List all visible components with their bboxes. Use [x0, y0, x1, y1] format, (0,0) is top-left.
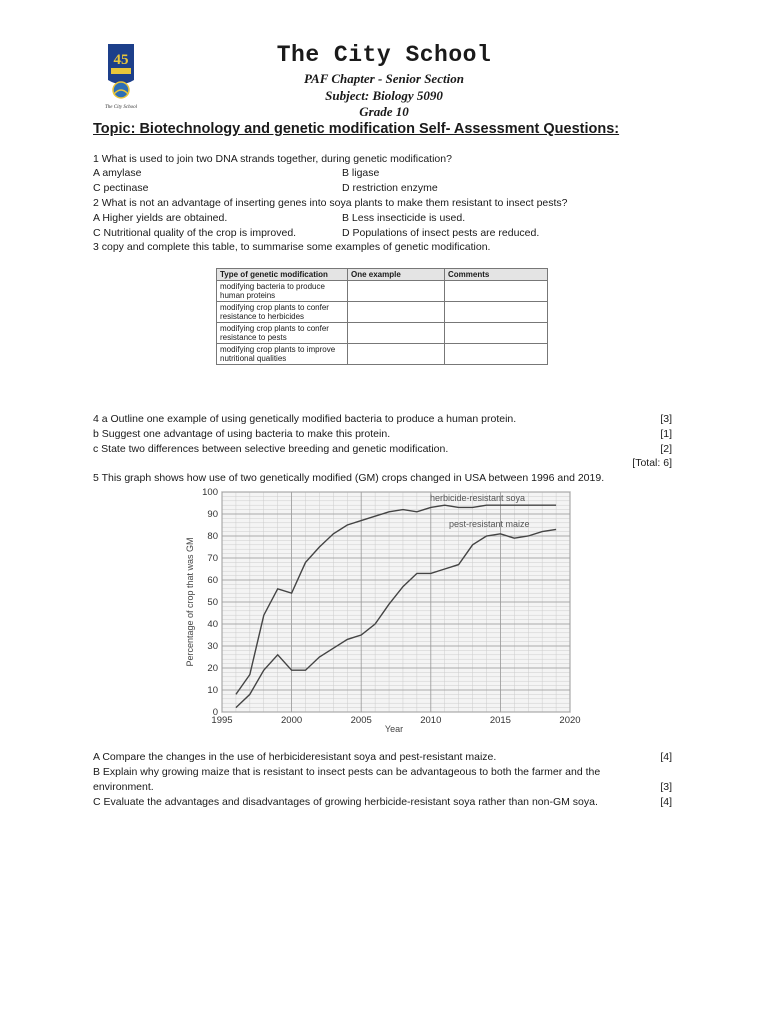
table-row — [217, 323, 548, 344]
table-cell-type: modifying bacteria to produce human proteins — [217, 281, 348, 302]
table-cell-comments — [445, 323, 548, 344]
q1-option-d: D restriction enzyme — [342, 182, 438, 194]
y-tick-label: 0 — [212, 707, 218, 718]
q4-total-marks: [Total: 6] — [632, 457, 672, 469]
table-header-example: One example — [348, 269, 445, 281]
q5c-marks: [4] — [660, 796, 672, 808]
table-cell-example — [348, 323, 445, 344]
gm-summary-table — [216, 268, 548, 365]
table-cell-comments — [445, 302, 548, 323]
y-tick-label: 60 — [207, 575, 218, 586]
x-tick-label: 2020 — [559, 715, 581, 726]
q4c-question: c State two differences between selective breeding and genetic modification. — [93, 443, 449, 455]
chapter-line: PAF Chapter - Senior Section — [304, 71, 464, 86]
q5-question: 5 This graph shows how use of two genetically modified (GM) crops changed in USA between 1996 and 2019. — [93, 472, 605, 484]
q1-question: 1 What is used to join two DNA strands together, during genetic modification? — [93, 153, 452, 165]
y-tick-label: 90 — [207, 509, 218, 520]
q4a-question: 4 a Outline one example of using genetically modified bacteria to produce a human protein. — [93, 413, 517, 425]
q4c-marks: [2] — [660, 443, 672, 455]
q4b-question: b Suggest one advantage of using bacteria to make this protein. — [93, 428, 391, 440]
x-tick-label: 2010 — [420, 715, 442, 726]
table-cell-type: modifying crop plants to improve nutritional qualities — [217, 344, 348, 365]
table-cell-type: modifying crop plants to confer resistance to herbicides — [217, 302, 348, 323]
x-axis-label: Year — [384, 724, 404, 734]
legend-pest-maize: pest-resistant maize — [449, 519, 530, 529]
legend-herbicide-soya: herbicide-resistant soya — [430, 493, 526, 503]
y-tick-label: 30 — [207, 641, 218, 652]
q2-option-d: D Populations of insect pests are reduced. — [342, 227, 540, 239]
grade-line: Grade 10 — [359, 104, 409, 119]
y-tick-label: 50 — [207, 597, 218, 608]
q5b-question: B Explain why growing maize that is resistant to insect pests can be advantageous to both the farmer and the — [93, 766, 601, 778]
table-row — [217, 344, 548, 365]
table-cell-comments — [445, 344, 548, 365]
table-cell-example — [348, 344, 445, 365]
q3-question: 3 copy and complete this table, to summarise some examples of genetic modification. — [93, 241, 491, 253]
q5b-marks: [3] — [660, 781, 672, 793]
y-tick-label: 40 — [207, 619, 218, 630]
q1-option-c: C pectinase — [93, 182, 149, 194]
y-tick-label: 70 — [207, 553, 218, 564]
q2-option-a: A Higher yields are obtained. — [93, 212, 228, 224]
table-cell-example — [348, 302, 445, 323]
q2-option-b: B Less insecticide is used. — [342, 212, 466, 224]
y-tick-label: 100 — [202, 487, 218, 498]
q5a-marks: [4] — [660, 751, 672, 763]
subject-line: Subject: Biology 5090 — [325, 88, 443, 103]
y-tick-label: 10 — [207, 685, 218, 696]
gm-crops-line-chart — [180, 484, 590, 736]
y-tick-label: 80 — [207, 531, 218, 542]
x-tick-label: 2000 — [281, 715, 303, 726]
logo-caption: The City School — [105, 105, 137, 110]
table-row — [217, 302, 548, 323]
q2-option-c: C Nutritional quality of the crop is improved. — [93, 227, 297, 239]
x-tick-label: 2015 — [489, 715, 511, 726]
table-header-row — [217, 269, 548, 281]
logo-number: 45 — [113, 52, 129, 68]
table-header-type: Type of genetic modification — [217, 269, 348, 281]
q5c-question: C Evaluate the advantages and disadvantages of growing herbicide-resistant soya rather than non-GM soya. — [93, 796, 598, 808]
x-tick-label: 2005 — [350, 715, 372, 726]
q2-question: 2 What is not an advantage of inserting genes into soya plants to make them resistant to insect pests? — [93, 197, 568, 209]
y-axis-label: Percentage of crop that was GM — [185, 537, 195, 667]
q5a-question: A Compare the changes in the use of herbicideresistant soya and pest-resistant maize. — [93, 751, 497, 763]
table-header-comments: Comments — [445, 269, 548, 281]
x-tick-label: 1995 — [211, 715, 233, 726]
topic-heading: Topic: Biotechnology and genetic modification Self- Assessment Questions: — [93, 121, 620, 137]
table-cell-type: modifying crop plants to confer resistance to pests — [217, 323, 348, 344]
q5b-question-cont: environment. — [93, 781, 154, 793]
table-cell-example — [348, 281, 445, 302]
table-cell-comments — [445, 281, 548, 302]
q1-option-b: B ligase — [342, 167, 380, 179]
q4b-marks: [1] — [660, 428, 672, 440]
table-row — [217, 281, 548, 302]
q4a-marks: [3] — [660, 413, 672, 425]
school-name: The City School — [276, 42, 492, 68]
y-tick-label: 20 — [207, 663, 218, 674]
q1-option-a: A amylase — [93, 167, 142, 179]
